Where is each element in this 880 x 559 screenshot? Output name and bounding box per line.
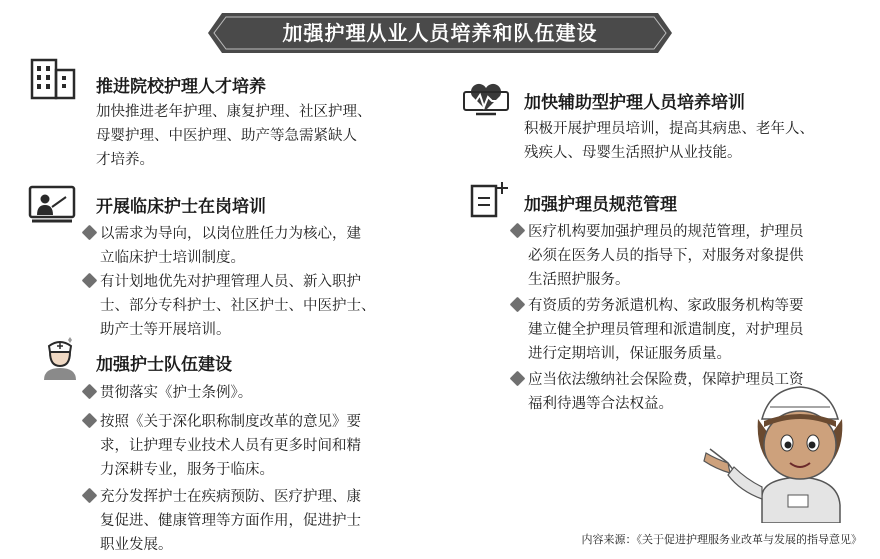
section-title-college-training: 推进院校护理人才培养 [96,77,266,97]
bullet-nurse-1: 贯彻落实《护士条例》。 [84,381,414,405]
building-icon [30,56,76,104]
bullet-clinical-2: 有计划地优先对护理管理人员、新入职护 士、部分专科护士、社区护士、中医护士、 助产士等开展培训。 [84,270,414,342]
bullet-caregiver-3: 应当依法缴纳社会保险费，保障护理员工资 福利待遇等合法权益。 [512,368,862,416]
bullet-nurse-3: 充分发挥护士在疾病预防、医疗护理、康 复促进、健康管理等方面作用，促进护士 职业发展。 [84,485,414,557]
bullet-caregiver-2: 有资质的劳务派遣机构、家政服务机构等要 建立健全护理员管理和派遣制度，对护理员 进行定期培训，保证服务质量。 [512,294,862,366]
nurse-cartoon-illustration [700,383,870,527]
section-title-clinical-training: 开展临床护士在岗培训 [96,197,266,217]
bullet-clinical-1: 以需求为导向，以岗位胜任力为核心，建 立临床护士培训制度。 [84,222,414,270]
section-title-caregiver-management: 加强护理员规范管理 [524,195,677,215]
section-title-nurse-team: 加强护士队伍建设 [96,355,232,375]
content-source-note: 内容来源：《关于促进护理服务业改革与发展的指导意见》 [581,533,862,546]
document-plus-icon [468,180,510,224]
bullet-nurse-2: 按照《关于深化职称制度改革的意见》要 求，让护理专业技术人员有更多时间和精 力深耕专业，服务于临床。 [84,410,414,482]
nurse-avatar-icon [40,336,80,384]
lecture-icon [28,185,76,227]
section-title-assistant-training: 加快辅助型护理人员培养培训 [524,93,745,113]
page-title: 加强护理从业人员培养和队伍建设 [282,21,598,45]
header-banner [208,13,672,53]
assistant-training-text: 积极开展护理员培训，提高其病患、老年人、 残疾人、母婴生活照护从业技能。 [524,121,814,161]
college-training-text: 加快推进老年护理、康复护理、社区护理、 母婴护理、中医护理、助产等急需紧缺人 才培养。 [96,104,372,168]
bullet-caregiver-1: 医疗机构要加强护理员的规范管理，护理员 必须在医务人员的指导下，对服务对象提供 生活照护服务。 [512,220,862,292]
heart-monitor-icon [462,80,510,120]
